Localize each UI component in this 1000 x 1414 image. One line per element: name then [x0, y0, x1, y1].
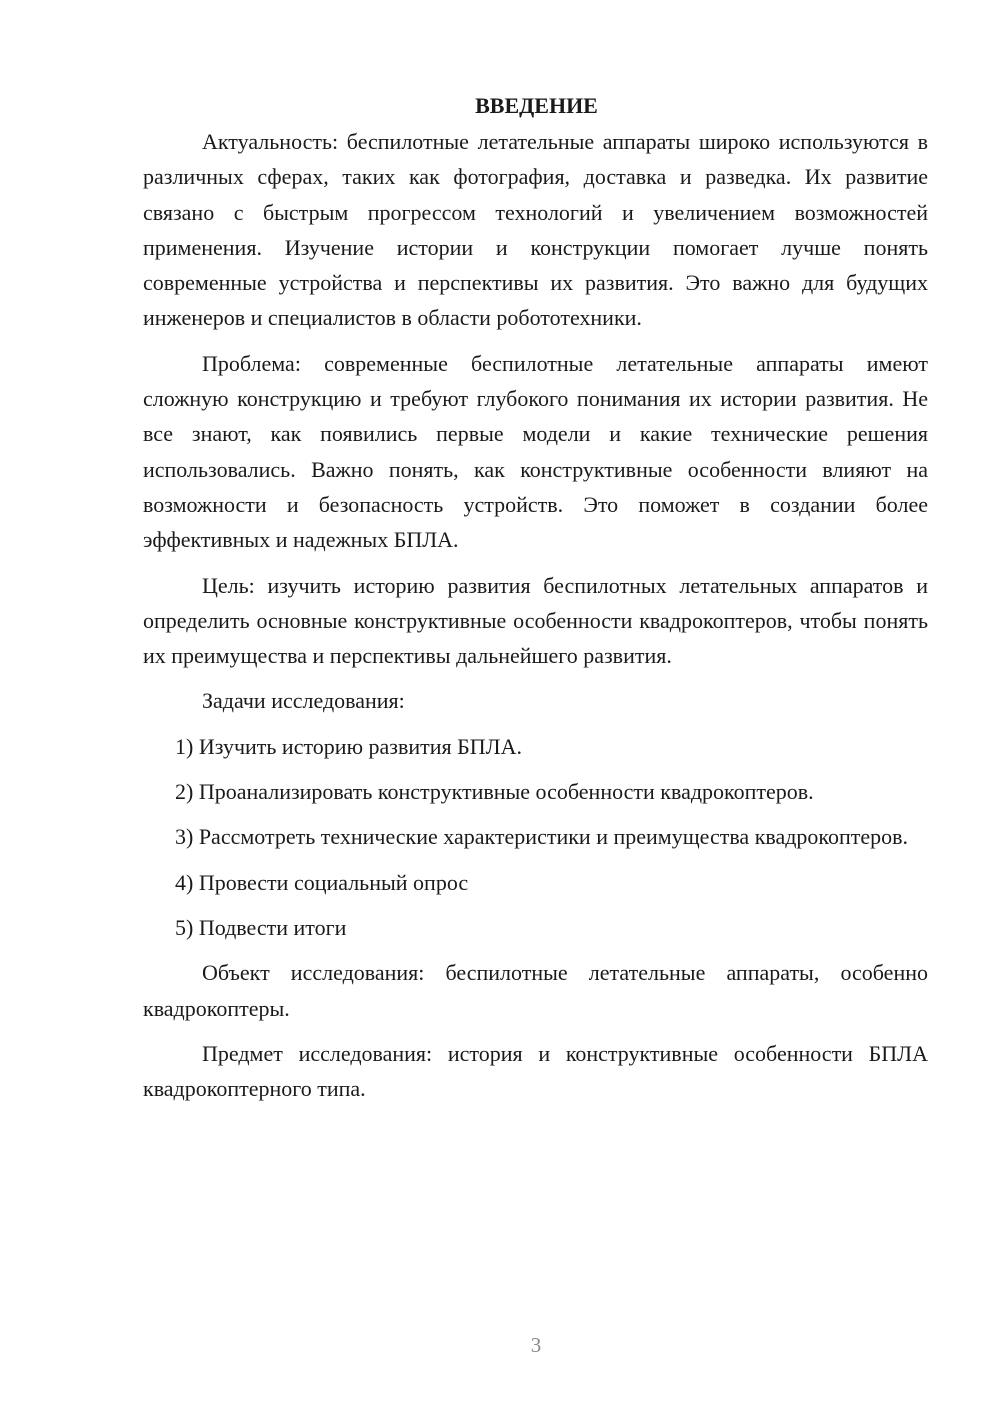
- tasks-heading: Задачи исследования:: [202, 688, 405, 714]
- page-number: 3: [530, 1333, 542, 1357]
- task-item-1: 1) Изучить историю развития БПЛА.: [175, 733, 522, 759]
- page-title: ВВЕДЕНИЕ: [475, 93, 598, 118]
- task-item-2: 2) Проанализировать конструктивные особенности квадрокоптеров.: [175, 779, 814, 805]
- document-page: [143, 88, 928, 1116]
- task-item-5: 5) Подвести итоги: [175, 914, 347, 940]
- subject-paragraph: Предмет исследования: история и конструктивные особенности БПЛА квадрокоптерного типа.: [143, 1040, 928, 1102]
- problem-paragraph: Проблема: современные беспилотные летательные аппараты имеют сложную конструкцию и требуют глубокого понимания их истории развития. Не все знают, как появились первые модели и какие технические решения использовались. Важно понять, как конструктивные особенности влияют на возможности и безопасность устройств. Это поможет в создании более эффективных и надежных БПЛА.: [143, 350, 928, 553]
- object-paragraph: Объект исследования: беспилотные летательные аппараты, особенно квадрокоптеры.: [143, 960, 928, 1021]
- task-item-4: 4) Провести социальный опрос: [175, 869, 469, 895]
- relevance-paragraph: Актуальность: беспилотные летательные аппараты широко используются в различных сферах, таких как фотография, доставка и разведка. Их развитие связано с быстрым прогрессом технологий и увеличением возможностей применения. Изучение истории и конструкции помогает лучше понять современные устройства и перспективы их развития. Это важно для будущих инженеров и специалистов в области робототехники.: [143, 129, 928, 331]
- goal-paragraph: Цель: изучить историю развития беспилотных летательных аппаратов и определить основные конструктивные особенности квадрокоптеров, чтобы понять их преимущества и перспективы дальнейшего развития.: [143, 572, 928, 669]
- task-item-3: 3) Рассмотреть технические характеристики и преимущества квадрокоптеров.: [175, 824, 909, 850]
